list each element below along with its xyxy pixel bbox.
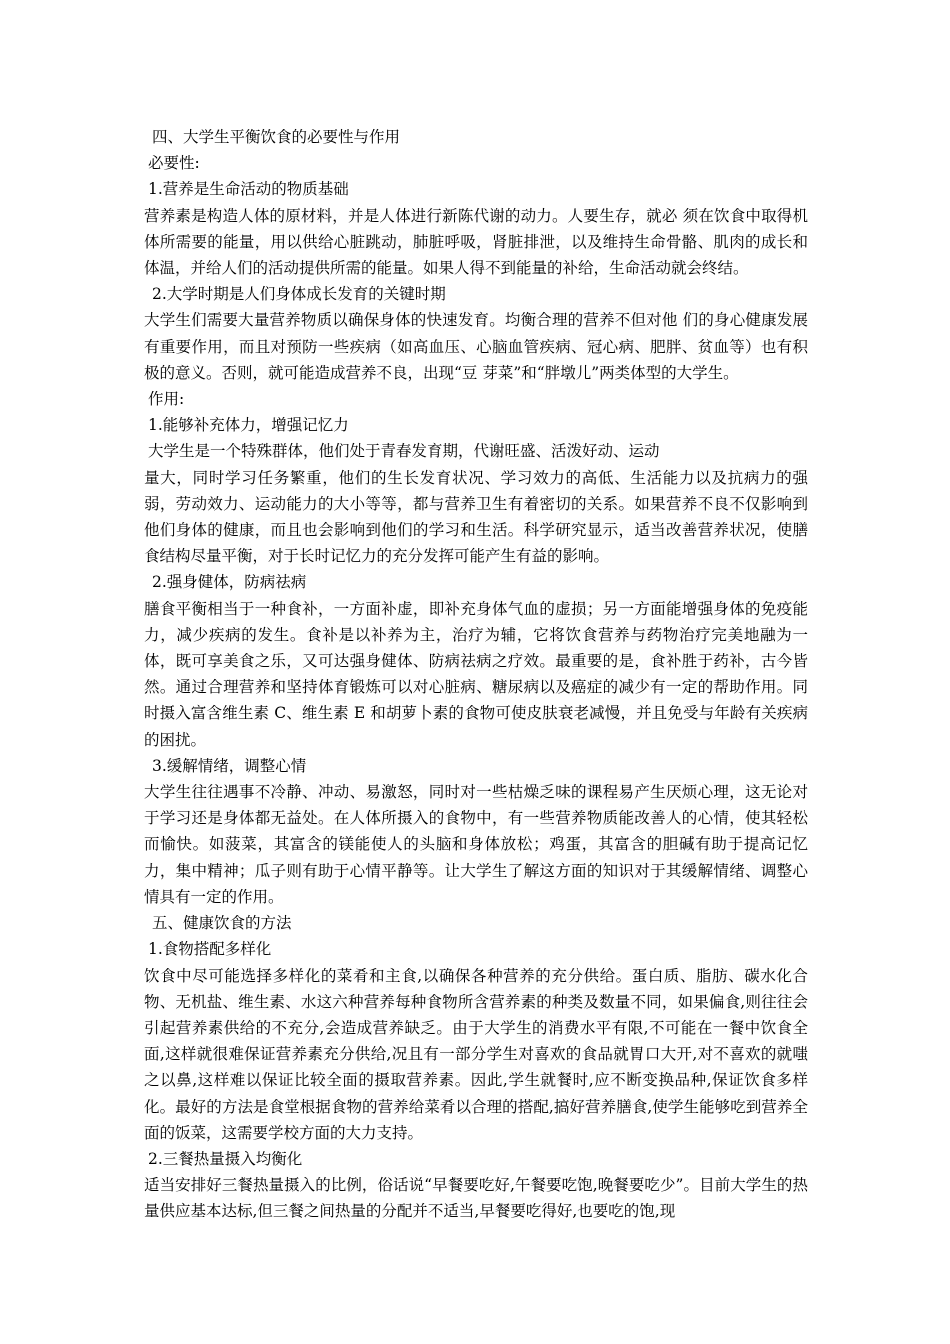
point-heading-memory: 1.能够补充体力，增强记忆力 bbox=[148, 416, 349, 435]
paragraph-nutrition-basis: 营养素是构造人体的原材料，并是人体进行新陈代谢的动力。人要生存，就必 须在饮食中取得机体所需要的能量，用以供给心脏跳动，肺脏呼吸，肾脏排泄，以及维持生命骨骼、肌肉的成长和体温，并给人们的活动提供所需的能量。如果人得不到能量的补给，生命活动就会终结。 bbox=[144, 206, 808, 278]
section-heading-4: 四、大学生平衡饮食的必要性与作用 bbox=[152, 128, 401, 146]
paragraph-memory-first-line: 大学生是一个特殊群体，他们处于青春发育期，代谢旺盛、活泼好动、运动 bbox=[148, 442, 660, 461]
paragraph-memory: 量大，同时学习任务繁重，他们的生长发育状况、学习效力的高低、生活能力以及抗病力的强弱，劳动效力、运动能力的大小等等，都与营养卫生有着密切的关系。如果营养不良不仅影响到他们身体的健康，而且也会影响到他们的学习和生活。科学研究显示，适当改善营养状况，使膳食结构尽量平衡，对于长时记忆力的充分发挥可能产生有益的影响。 bbox=[144, 468, 808, 566]
point-heading-fitness: 2.强身健体，防病祛病 bbox=[152, 573, 307, 592]
paragraph-meal-balance: 适当安排好三餐热量摄入的比例，俗话说“早餐要吃好,午餐要吃饱,晚餐要吃少”。目前大学生的热量供应基本达标,但三餐之间热量的分配并不适当,早餐要吃得好,也要吃的饱,现 bbox=[144, 1176, 808, 1221]
point-heading-mood: 3.缓解情绪，调整心情 bbox=[152, 756, 307, 775]
point-heading-diversity: 1.食物搭配多样化 bbox=[148, 940, 272, 959]
paragraph-fitness: 膳食平衡相当于一种食补，一方面补虚，即补充身体气血的虚损；另一方面能增强身体的免疫能力，减少疾病的发生。食补是以补养为主，治疗为辅，它将饮食营养与药物治疗完美地融为一体，既可享美食之乐，又可达强身健体、防病祛病之疗效。最重要的是，食补胜于药补，古今皆然。通过合理营养和坚持体育锻炼可以对心脏病、糖尿病以及癌症的减少有一定的帮助作用。同时摄入富含维生素 C、维生素 E 和胡萝卜素的食物可使皮肤衰老减慢，并且免受与年龄有关疾病的困扰。 bbox=[144, 599, 808, 749]
paragraph-mood: 大学生往往遇事不冷静、冲动、易激怒，同时对一些枯燥乏味的课程易产生厌烦心理，这无论对于学习还是身体都无益处。在人体所摄入的食物中，有一些营养物质能改善人的心情，使其轻松而愉快。如菠菜，其富含的镁能使人的头脑和身体放松；鸡蛋，其富含的胆碱有助于提高记忆力，集中精神；瓜子则有助于心情平静等。让大学生了解这方面的知识对于其缓解情绪、调整心情具有一定的作用。 bbox=[144, 783, 808, 906]
paragraph-diversity: 饮食中尽可能选择多样化的菜肴和主食,以确保各种营养的充分供给。蛋白质、脂肪、碳水化合物、无机盐、维生素、水这六种营养每种食物所含营养素的种类及数量不同，如果偏食,则往往会引起营养素供给的不充分,会造成营养缺乏。由于大学生的消费水平有限,不可能在一餐中饮食全面,这样就很难保证营养素充分供给,况且有一部分学生对喜欢的食品就胃口大开,对不喜欢的就嗤之以鼻,这样难以保证比较全面的摄取营养素。因此,学生就餐时,应不断变换品种,保证饮食多样化。最好的方法是食堂根据食物的营养给菜肴以合理的搭配,搞好营养膳食,使学生能够吃到营养全面的饭菜，这需要学校方面的大力支持。 bbox=[144, 966, 808, 1142]
subheading-necessity: 必要性: bbox=[148, 154, 200, 173]
document-body bbox=[144, 124, 808, 1225]
paragraph-critical-period: 大学生们需要大量营养物质以确保身体的快速发育。均衡合理的营养不但对他 们的身心健康发展有重要作用，而且对预防一些疾病（如高血压、心脑血管疾病、冠心病、肥胖、贫血等）也有积极的意义。否则，就可能造成营养不良，出现“豆 芽菜”和“胖墩儿”两类体型的大学生。 bbox=[144, 311, 808, 382]
section-heading-5: 五、健康饮食的方法 bbox=[152, 914, 292, 933]
point-heading-critical-period: 2.大学时期是人们身体成长发育的关键时期 bbox=[152, 285, 446, 304]
point-heading-nutrition-basis: 1.营养是生命活动的物质基础 bbox=[148, 180, 349, 199]
subheading-function: 作用: bbox=[148, 390, 185, 409]
point-heading-meal-balance: 2.三餐热量摄入均衡化 bbox=[148, 1149, 303, 1168]
